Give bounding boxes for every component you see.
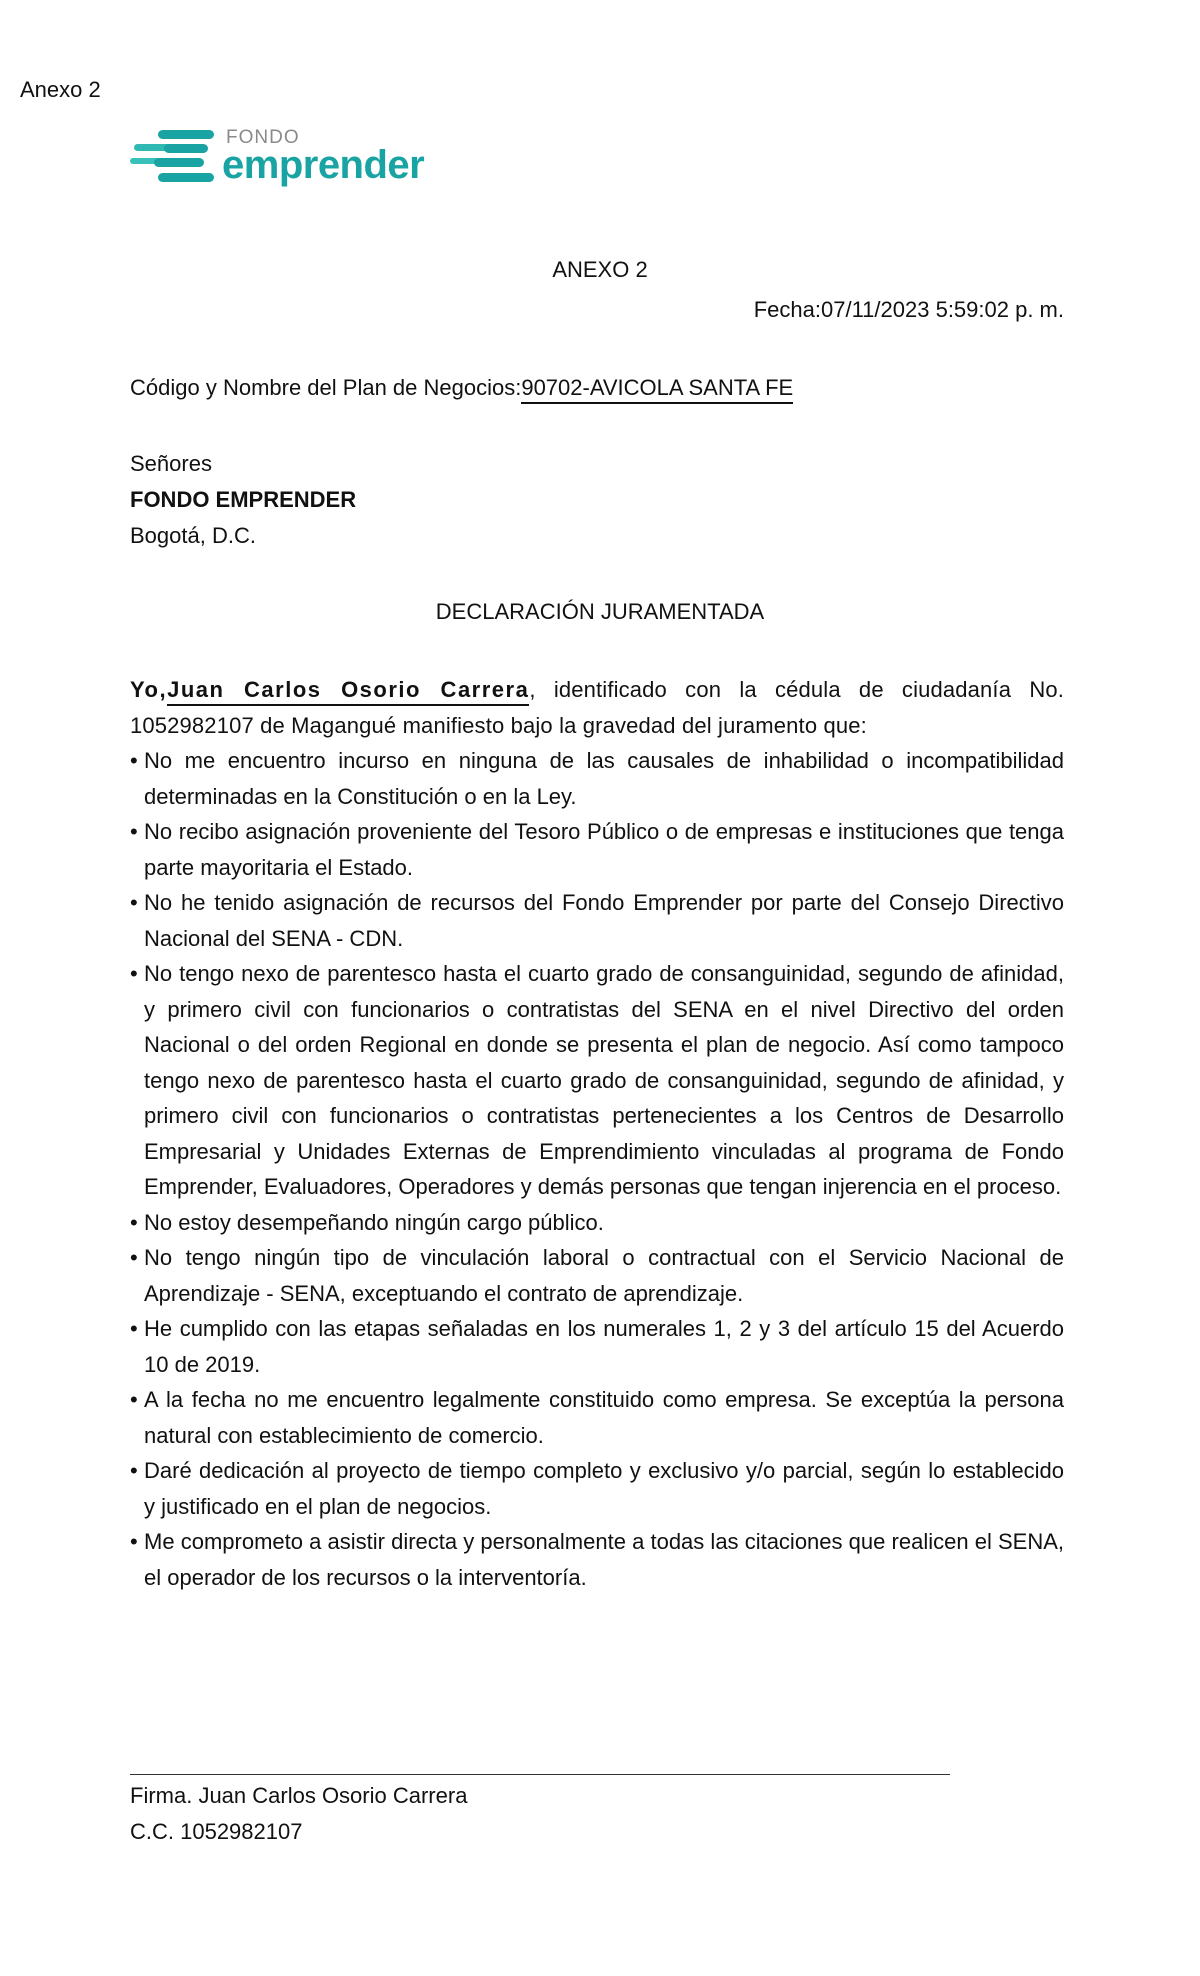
addressee-city: Bogotá, D.C. bbox=[130, 523, 256, 548]
list-item: • He cumplido con las etapas señaladas en los numerales 1, 2 y 3 del artículo 15 del Acuerdo 10 de 2019. bbox=[130, 1311, 1064, 1382]
document-title: ANEXO 2 bbox=[552, 257, 648, 282]
addressee-salutation: Señores bbox=[130, 451, 212, 476]
header-label: Anexo 2 bbox=[20, 77, 101, 102]
list-item: • Me comprometo a asistir directa y personalmente a todas las citaciones que realicen el SENA, el operador de los recursos o la interventoría. bbox=[130, 1524, 1064, 1595]
list-item: • No he tenido asignación de recursos del Fondo Emprender por parte del Consejo Directivo Nacional del SENA - CDN. bbox=[130, 885, 1064, 956]
intro-yo: Yo, bbox=[130, 677, 168, 702]
list-item: • A la fecha no me encuentro legalmente constituido como empresa. Se exceptúa la persona natural con establecimiento de comercio. bbox=[130, 1382, 1064, 1453]
fondo-emprender-logo bbox=[130, 124, 450, 188]
business-plan-label: Código y Nombre del Plan de Negocios: bbox=[130, 375, 522, 400]
logo-text-big: emprender bbox=[222, 143, 425, 187]
intro-text: , identificado con la cédula de ciudadanía No. 1052982107 de Magangué manifiesto bajo la gravedad del juramento que: bbox=[130, 677, 1064, 738]
business-plan-value: 90702-AVICOLA SANTA FE bbox=[521, 375, 793, 404]
list-item: • No tengo nexo de parentesco hasta el cuarto grado de consanguinidad, segundo de afinidad, y primero civil con funcionarios o contratistas del SENA en el nivel Directivo del orden Nacional o del orden Regional en donde se presenta el plan de negocio. Así como tampoco tengo nexo de parentesco hasta el cuarto grado de consanguinidad, segundo de afinidad, y primero civil con funcionarios o contratistas pertenecientes a los Centros de Desarrollo Empresarial y Unidades Externas de Emprendimiento vinculadas al programa de Fondo Emprender, Evaluadores, Operadores y demás personas que tengan injerencia en el proceso. bbox=[130, 956, 1064, 1205]
declaration-title: DECLARACIÓN JURAMENTADA bbox=[435, 599, 765, 624]
list-item: • Daré dedicación al proyecto de tiempo completo y exclusivo y/o parcial, según lo establecido y justificado en el plan de negocios. bbox=[130, 1453, 1064, 1524]
signature-id: C.C. 1052982107 bbox=[130, 1819, 303, 1844]
list-item: • No estoy desempeñando ningún cargo público. bbox=[130, 1205, 1064, 1241]
list-item: • No tengo ningún tipo de vinculación laboral o contractual con el Servicio Nacional de Aprendizaje - SENA, exceptuando el contrato de aprendizaje. bbox=[130, 1240, 1064, 1311]
logo-text-small: FONDO bbox=[226, 127, 300, 148]
document-date: Fecha:07/11/2023 5:59:02 p. m. bbox=[753, 297, 1064, 322]
list-item: • No recibo asignación proveniente del Tesoro Público o de empresas e instituciones que tenga parte mayoritaria el Estado. bbox=[130, 814, 1064, 885]
signature-line bbox=[130, 1774, 950, 1775]
addressee-organization: FONDO EMPRENDER bbox=[130, 487, 357, 512]
logo-mark-icon bbox=[130, 128, 216, 188]
declaration-intro bbox=[130, 672, 1064, 743]
declaration-list bbox=[130, 743, 1064, 1595]
list-item: • No me encuentro incurso en ninguna de las causales de inhabilidad o incompatibilidad determinadas en la Constitución o en la Ley. bbox=[130, 743, 1064, 814]
declarant-name: Juan Carlos Osorio Carrera bbox=[167, 677, 529, 706]
addressee-block bbox=[130, 446, 356, 554]
signature-name: Firma. Juan Carlos Osorio Carrera bbox=[130, 1783, 468, 1808]
business-plan-line bbox=[130, 370, 793, 406]
declaration-body bbox=[130, 672, 1064, 1595]
